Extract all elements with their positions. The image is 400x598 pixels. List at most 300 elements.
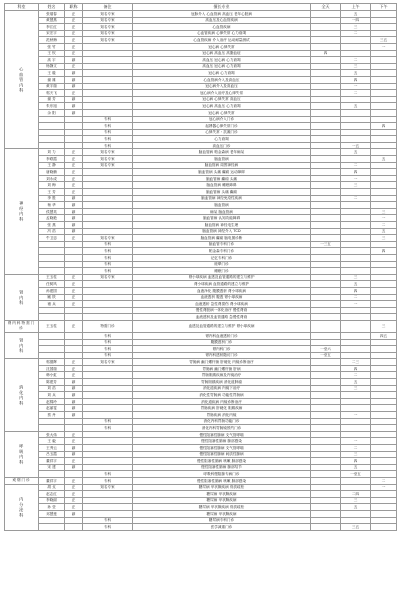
am-cell: 三五 <box>341 524 371 531</box>
specialty-cell: 帕金森专科门诊 <box>133 248 311 255</box>
header-specialty: 擅长专业 <box>133 4 311 11</box>
table-row <box>5 405 397 412</box>
am-cell <box>341 431 371 438</box>
doctor-name-cell: 王 钦 <box>39 50 65 57</box>
table-row <box>5 261 397 268</box>
doctor-title-cell: 副 <box>65 464 83 471</box>
table-row <box>5 477 397 484</box>
pm-cell <box>371 274 397 281</box>
note-cell: 专科 <box>83 418 133 425</box>
table-row <box>5 320 397 332</box>
table-row <box>5 385 397 392</box>
pm-cell <box>371 241 397 248</box>
am-cell <box>341 208 371 215</box>
table-row <box>5 372 397 379</box>
specialty-cell: 血透及血管通路的建立与维护 肾小球疾病 <box>133 320 311 332</box>
allday-cell <box>311 438 341 445</box>
specialty-cell: 心血管疾病 心律失常 心力衰竭 <box>133 30 311 37</box>
doctor-title-cell <box>65 339 83 346</box>
specialty-cell: 糖尿病 甲状腺疾病 <box>133 491 311 498</box>
pm-cell <box>371 129 397 136</box>
allday-cell <box>311 504 341 511</box>
am-cell <box>341 477 371 484</box>
pm-cell <box>371 90 397 97</box>
pm-cell <box>371 11 397 18</box>
specialty-cell: 慢性阻塞性肺病 咳嗽 肺部感染 <box>133 458 311 465</box>
doctor-title-cell: 正 <box>65 63 83 70</box>
note-cell <box>83 83 133 90</box>
table-row <box>5 222 397 229</box>
am-cell: 三 <box>341 451 371 458</box>
table-row <box>5 268 397 275</box>
department-cell: 戒烟门诊 <box>5 477 39 484</box>
pm-cell <box>371 398 397 405</box>
am-cell <box>341 510 371 517</box>
table-row <box>5 346 397 353</box>
specialty-cell: 高血压及心血管疾病 <box>133 17 311 24</box>
pm-cell <box>371 281 397 288</box>
doctor-title-cell <box>65 241 83 248</box>
pm-cell <box>371 169 397 176</box>
pm-cell <box>371 136 397 143</box>
am-cell: 二 <box>341 195 371 202</box>
table-row <box>5 425 397 432</box>
note-cell: 特需门诊 <box>83 320 133 332</box>
table-row <box>5 274 397 281</box>
note-cell: 专科 <box>83 339 133 346</box>
allday-cell <box>311 497 341 504</box>
pm-cell <box>371 497 397 504</box>
note-cell <box>83 451 133 458</box>
allday-cell <box>311 149 341 156</box>
am-cell: 二 <box>341 445 371 452</box>
note-cell: 专科 <box>83 524 133 531</box>
pm-cell: 二 <box>371 222 397 229</box>
specialty-cell: 慢性阻塞性肺病 支气管哮喘 <box>133 445 311 452</box>
table-row <box>5 445 397 452</box>
header-title: 职称 <box>65 4 83 11</box>
doctor-name-cell: 王 毅 <box>39 438 65 445</box>
doctor-title-cell <box>65 254 83 261</box>
am-cell <box>341 339 371 346</box>
note-cell <box>83 57 133 64</box>
note-cell: 知名专家 <box>83 17 133 24</box>
am-cell: 二 <box>341 30 371 37</box>
specialty-cell: 高血压门诊 <box>133 142 311 149</box>
table-row <box>5 37 397 44</box>
allday-cell <box>311 405 341 412</box>
doctor-name-cell <box>39 418 65 425</box>
specialty-cell: 慢性阻塞性肺病 咳嗽 肺部感染 <box>133 477 311 484</box>
doctor-name-cell: 褚 兵 <box>39 301 65 308</box>
allday-cell <box>311 57 341 64</box>
allday-cell <box>311 11 341 18</box>
am-cell <box>341 228 371 235</box>
doctor-title-cell: 副 <box>65 202 83 209</box>
specialty-cell: 腹膜透析门诊 <box>133 339 311 346</box>
doctor-title-cell: 正 <box>65 43 83 50</box>
am-cell <box>341 215 371 222</box>
table-row <box>5 287 397 294</box>
doctor-name-cell: 董祥宇 <box>39 477 65 484</box>
specialty-cell: 胃肠胆胰疾病 消化道肿瘤 <box>133 379 311 386</box>
allday-cell <box>311 261 341 268</box>
doctor-title-cell <box>65 116 83 123</box>
note-cell <box>83 195 133 202</box>
doctor-name-cell <box>39 524 65 531</box>
pm-cell <box>371 314 397 321</box>
table-row <box>5 438 397 445</box>
allday-cell <box>311 379 341 386</box>
pm-cell <box>371 346 397 353</box>
department-cell: 内分泌科 <box>5 484 39 530</box>
allday-cell <box>311 517 341 524</box>
note-cell: 专科 <box>83 471 133 478</box>
doctor-name-cell: 杨 华 <box>39 202 65 209</box>
note-cell <box>83 50 133 57</box>
allday-cell <box>311 339 341 346</box>
note-cell: 知名专家 <box>83 484 133 491</box>
pm-cell <box>371 195 397 202</box>
doctor-name-cell: 郭德辉 <box>39 359 65 366</box>
am-cell: 二 <box>341 162 371 169</box>
specialty-cell: 脑血管病 帕金森病 老年痴呆 <box>133 149 311 156</box>
doctor-name-cell: 张 竹 <box>39 43 65 50</box>
specialty-cell: 脑血管专科门诊 <box>133 241 311 248</box>
am-cell: 三 <box>341 385 371 392</box>
am-cell: 一 <box>341 83 371 90</box>
doctor-title-cell <box>65 129 83 136</box>
doctor-title-cell <box>65 307 83 314</box>
table-row <box>5 11 397 18</box>
allday-cell <box>311 90 341 97</box>
note-cell <box>83 398 133 405</box>
am-cell: 三 <box>341 182 371 189</box>
pm-cell: 五 <box>371 228 397 235</box>
doctor-name-cell <box>39 352 65 359</box>
allday-cell <box>311 116 341 123</box>
specialty-cell: 脑血管病 癫痫 脑电图诊断 <box>133 235 311 242</box>
allday-cell <box>311 287 341 294</box>
doctor-title-cell: 副 <box>65 405 83 412</box>
specialty-cell: 血液透析 急性肾损伤 肾小球疾病 <box>133 301 311 308</box>
pm-cell <box>371 189 397 196</box>
specialty-cell: 糖尿病专科门诊 <box>133 517 311 524</box>
table-row <box>5 156 397 163</box>
allday-cell <box>311 248 341 255</box>
note-cell <box>83 202 133 209</box>
allday-cell <box>311 274 341 281</box>
doctor-name-cell <box>39 471 65 478</box>
doctor-title-cell: 正 <box>65 287 83 294</box>
specialty-cell: 肾内科血液透析门诊 <box>133 332 311 339</box>
header-row <box>5 4 397 11</box>
doctor-title-cell: 副 <box>65 103 83 110</box>
table-row <box>5 43 397 50</box>
allday-cell: 一至五 <box>311 352 341 359</box>
department-cell: 消化内科 <box>5 359 39 432</box>
am-cell: 五 <box>341 379 371 386</box>
doctor-title-cell: 正 <box>65 301 83 308</box>
allday-cell <box>311 268 341 275</box>
doctor-title-cell: 正 <box>65 30 83 37</box>
pm-cell <box>371 445 397 452</box>
table-row <box>5 96 397 103</box>
doctor-name-cell: 董祥宇 <box>39 458 65 465</box>
pm-cell <box>371 175 397 182</box>
doctor-title-cell: 正 <box>65 274 83 281</box>
note-cell <box>83 43 133 50</box>
table-row <box>5 17 397 24</box>
am-cell: 五 <box>341 504 371 511</box>
specialty-cell: 消化道疾病 内镜下治疗 <box>133 385 311 392</box>
pm-cell <box>371 524 397 531</box>
allday-cell <box>311 202 341 209</box>
header-note: 备注 <box>83 4 133 11</box>
allday-cell <box>311 129 341 136</box>
am-cell: 一 <box>341 301 371 308</box>
pm-cell: 一 <box>371 43 397 50</box>
doctor-title-cell: 正 <box>65 162 83 169</box>
pm-cell <box>371 359 397 366</box>
specialty-cell: 血液透析 腹透 肾小球疾病 <box>133 294 311 301</box>
pm-cell: 二 <box>371 477 397 484</box>
specialty-cell: 心血管疾病 介入治疗 运动耐量测试 <box>133 37 311 44</box>
doctor-name-cell <box>39 339 65 346</box>
table-row <box>5 524 397 531</box>
am-cell: 二四 <box>341 491 371 498</box>
am-cell <box>341 320 371 332</box>
note-cell: 专科 <box>83 332 133 339</box>
am-cell <box>341 352 371 359</box>
pm-cell <box>371 510 397 517</box>
pm-cell <box>371 339 397 346</box>
doctor-name-cell: 韩小虹 <box>39 372 65 379</box>
allday-cell <box>311 215 341 222</box>
specialty-cell: 睡眠门诊 <box>133 268 311 275</box>
department-cell: 呼吸内科 <box>5 431 39 477</box>
specialty-cell: 冠心病 高血压 心力衰竭 <box>133 103 311 110</box>
note-cell <box>83 222 133 229</box>
doctor-name-cell: 赵锦玲 <box>39 398 65 405</box>
doctor-title-cell <box>65 332 83 339</box>
note-cell: 知名专家 <box>83 11 133 18</box>
doctor-name-cell: 范秋梅 <box>39 37 65 44</box>
allday-cell: 四 <box>311 50 341 57</box>
doctor-title-cell: 正 <box>65 365 83 372</box>
table-row <box>5 431 397 438</box>
am-cell: 一 <box>341 412 371 419</box>
am-cell: 二 <box>341 90 371 97</box>
doctor-title-cell: 副 <box>65 228 83 235</box>
pm-cell: 三 <box>371 320 397 332</box>
table-row <box>5 202 397 209</box>
note-cell: 知名专家 <box>83 274 133 281</box>
doctor-name-cell <box>39 517 65 524</box>
specialty-cell: 慢性阻塞性肺病 间质性肺病 <box>133 451 311 458</box>
pm-cell <box>371 352 397 359</box>
allday-cell <box>311 281 341 288</box>
note-cell: 知名专家 <box>83 24 133 31</box>
specialty-cell: 消化性胃肠病 功能性胃肠病 <box>133 392 311 399</box>
doctor-title-cell: 正 <box>65 17 83 24</box>
doctor-name-cell: 刘 浩 <box>39 385 65 392</box>
specialty-cell: 眩晕门诊 <box>133 261 311 268</box>
allday-cell <box>311 136 341 143</box>
doctor-title-cell: 副 <box>65 57 83 64</box>
doctor-title-cell: 副 <box>65 398 83 405</box>
am-cell <box>341 346 371 353</box>
pm-cell <box>371 431 397 438</box>
table-row <box>5 90 397 97</box>
doctor-name-cell: 余 阳 <box>39 109 65 116</box>
am-cell <box>341 116 371 123</box>
doctor-name-cell: 张 燕 <box>39 222 65 229</box>
table-row <box>5 418 397 425</box>
pm-cell <box>371 301 397 308</box>
table-row <box>5 182 397 189</box>
pm-cell: 一 <box>371 484 397 491</box>
pm-cell <box>371 142 397 149</box>
allday-cell <box>311 37 341 44</box>
am-cell <box>341 156 371 163</box>
pm-cell <box>371 50 397 57</box>
pm-cell <box>371 392 397 399</box>
pm-cell <box>371 307 397 314</box>
specialty-cell: 糖尿病 甲状腺疾病 <box>133 510 311 517</box>
specialty-cell: 脑血管病 神经电生理 <box>133 222 311 229</box>
am-cell: 四 <box>341 458 371 465</box>
specialty-cell: 肾内科门诊 <box>133 346 311 353</box>
specialty-cell: 糖尿病 甲状腺疾病 <box>133 497 311 504</box>
note-cell: 专科 <box>83 142 133 149</box>
am-cell <box>341 307 371 314</box>
allday-cell <box>311 175 341 182</box>
allday-cell <box>311 425 341 432</box>
doctor-name-cell: 赵志红 <box>39 491 65 498</box>
note-cell <box>83 76 133 83</box>
pm-cell <box>371 103 397 110</box>
specialty-cell: 冠心病 心力衰竭 <box>133 70 311 77</box>
table-row <box>5 497 397 504</box>
pm-cell: 三 <box>371 208 397 215</box>
am-cell <box>341 398 371 405</box>
note-cell: 专科 <box>83 254 133 261</box>
table-row <box>5 136 397 143</box>
pm-cell <box>371 385 397 392</box>
note-cell <box>83 182 133 189</box>
am-cell <box>341 235 371 242</box>
specialty-cell: 冠心病介入门诊 <box>133 116 311 123</box>
specialty-cell: 脑血管病 头痛 癫痫 运动障碍 <box>133 169 311 176</box>
doctor-name-cell: 李联霞 <box>39 156 65 163</box>
specialty-cell: 冠脉介入 心血管病 高血压 老年心脏病 <box>133 11 311 18</box>
doctor-title-cell: 正 <box>65 175 83 182</box>
pm-cell <box>371 83 397 90</box>
allday-cell <box>311 76 341 83</box>
pm-cell: 四五 <box>371 332 397 339</box>
doctor-name-cell <box>39 332 65 339</box>
table-row <box>5 504 397 511</box>
am-cell: 三 <box>341 24 371 31</box>
pm-cell <box>371 76 397 83</box>
specialty-cell: 脑血管病 神经免疫性疾病 <box>133 195 311 202</box>
specialty-cell: 消化内科胃肠功能门诊 <box>133 418 311 425</box>
doctor-title-cell: 正 <box>65 477 83 484</box>
allday-cell: 一至六 <box>311 346 341 353</box>
doctor-name-cell: 孟晓艳 <box>39 215 65 222</box>
am-cell: 四 <box>341 287 371 294</box>
am-cell: 一 <box>341 175 371 182</box>
doctor-title-cell <box>65 517 83 524</box>
note-cell <box>83 314 133 321</box>
table-row <box>5 162 397 169</box>
doctor-title-cell: 正 <box>65 37 83 44</box>
note-cell: 知名专家 <box>83 149 133 156</box>
specialty-cell: 心力衰竭 <box>133 136 311 143</box>
allday-cell <box>311 228 341 235</box>
table-row <box>5 50 397 57</box>
allday-cell <box>311 63 341 70</box>
am-cell <box>341 484 371 491</box>
department-cell: 肾内科特需门诊 <box>5 320 39 332</box>
note-cell: 专科 <box>83 136 133 143</box>
table-row <box>5 30 397 37</box>
table-row <box>5 254 397 261</box>
header-name: 姓名 <box>39 4 65 11</box>
doctor-title-cell: 副 <box>65 445 83 452</box>
pm-cell <box>371 96 397 103</box>
doctor-title-cell <box>65 314 83 321</box>
note-cell <box>83 464 133 471</box>
allday-cell <box>311 445 341 452</box>
pm-cell <box>371 116 397 123</box>
note-cell <box>83 96 133 103</box>
doctor-name-cell: 刘 力 <box>39 149 65 156</box>
doctor-name-cell: 宋宏宇 <box>39 30 65 37</box>
doctor-title-cell: 正 <box>65 359 83 366</box>
am-cell: 三 <box>341 274 371 281</box>
am-cell: 五 <box>341 149 371 156</box>
allday-cell <box>311 24 341 31</box>
table-row <box>5 76 397 83</box>
doctor-name-cell: 侯慧英 <box>39 208 65 215</box>
note-cell: 专科 <box>83 425 133 432</box>
doctor-name-cell <box>39 261 65 268</box>
table-row <box>5 491 397 498</box>
specialty-cell: 心律失常・抗凝门诊 <box>133 129 311 136</box>
am-cell <box>341 109 371 116</box>
table-row <box>5 484 397 491</box>
doctor-title-cell <box>65 524 83 531</box>
note-cell <box>83 70 133 77</box>
table-row <box>5 103 397 110</box>
note-cell <box>83 405 133 412</box>
note-cell: 专科 <box>83 248 133 255</box>
allday-cell <box>311 307 341 314</box>
note-cell <box>83 491 133 498</box>
doctor-title-cell: 副 <box>65 451 83 458</box>
allday-cell <box>311 510 341 517</box>
specialty-cell: 脑血管病 周围神经病 <box>133 162 311 169</box>
table-row <box>5 116 397 123</box>
note-cell <box>83 504 133 511</box>
pm-cell <box>371 294 397 301</box>
am-cell <box>341 241 371 248</box>
doctor-title-cell: 副 <box>65 412 83 419</box>
doctor-name-cell: 胡 戈 <box>39 484 65 491</box>
pm-cell <box>371 57 397 64</box>
